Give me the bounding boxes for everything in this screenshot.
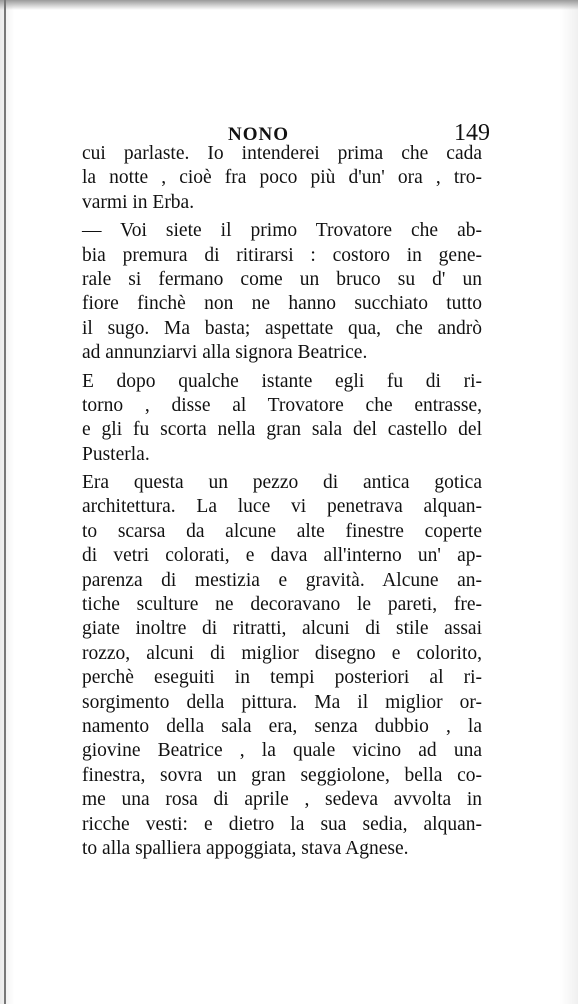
text-line: parenza di mestizia e gravità. Alcune an-	[82, 569, 482, 591]
text-line: il sugo. Ma basta; aspettate qua, che andrò	[82, 317, 482, 339]
text-line: — Voi siete il primo Trovatore che ab-	[82, 220, 482, 242]
text-line: namento della sala era, senza dubbio , la	[82, 715, 482, 737]
text-line: rozzo, alcuni di miglior disegno e colorito,	[82, 642, 482, 664]
text-line: e gli fu scorta nella gran sala del castello del	[82, 419, 482, 441]
text-line: cui parlaste. Io intenderei prima che cada	[82, 143, 482, 164]
text-line: giate inoltre di ritratti, alcuni di stile assai	[82, 618, 482, 640]
text-line: fiore finchè non ne hanno succhiato tutto	[82, 293, 482, 315]
text-line: la notte , cioè fra poco più d'un' ora , tro-	[82, 167, 482, 189]
text-line: rale si fermano come un bruco su d' un	[82, 268, 482, 290]
text-line: ricche vesti: e dietro la sua sedia, alquan-	[82, 813, 482, 835]
text-line: di vetri colorati, e dava all'interno un' ap-	[82, 545, 482, 567]
page-top-shadow	[0, 0, 578, 10]
text-line: me una rosa di aprile , sedeva avvolta in	[82, 789, 482, 811]
text-line: to alla spalliera appoggiata, stava Agnese.	[82, 837, 409, 859]
text-line: varmi in Erba.	[82, 191, 195, 213]
text-line: ad annunziarvi alla signora Beatrice.	[82, 342, 368, 364]
running-head: NONO	[228, 124, 289, 145]
text-line: E dopo qualche istante egli fu di ri-	[82, 370, 482, 392]
page-number: 149	[454, 120, 490, 146]
text-line: giovine Beatrice , la quale vicino ad una	[82, 740, 482, 762]
paragraph	[82, 142, 482, 215]
paragraph	[82, 219, 482, 365]
text-line: perchè eseguiti in tempi posteriori al ri-	[82, 667, 482, 689]
text-line: Era questa un pezzo di antica gotica	[82, 472, 482, 494]
text-line: sorgimento della pittura. Ma il miglior or-	[82, 691, 482, 713]
text-line: tiche sculture ne decoravano le pareti, fre-	[82, 594, 482, 616]
paragraph	[82, 370, 482, 468]
page-gutter-edge	[4, 0, 6, 1004]
text-line: to scarsa da alcune alte finestre coperte	[82, 520, 482, 542]
paragraph	[82, 471, 482, 861]
text-line: torno , disse al Trovatore che entrasse,	[82, 394, 482, 416]
text-line: Pusterla.	[82, 443, 150, 465]
body-text	[82, 142, 482, 861]
text-line: finestra, sovra un gran seggiolone, bella co-	[82, 764, 482, 786]
text-line: bia premura di ritirarsi : costoro in gene-	[82, 244, 482, 266]
text-line: architettura. La luce vi penetrava alquan-	[82, 496, 482, 518]
